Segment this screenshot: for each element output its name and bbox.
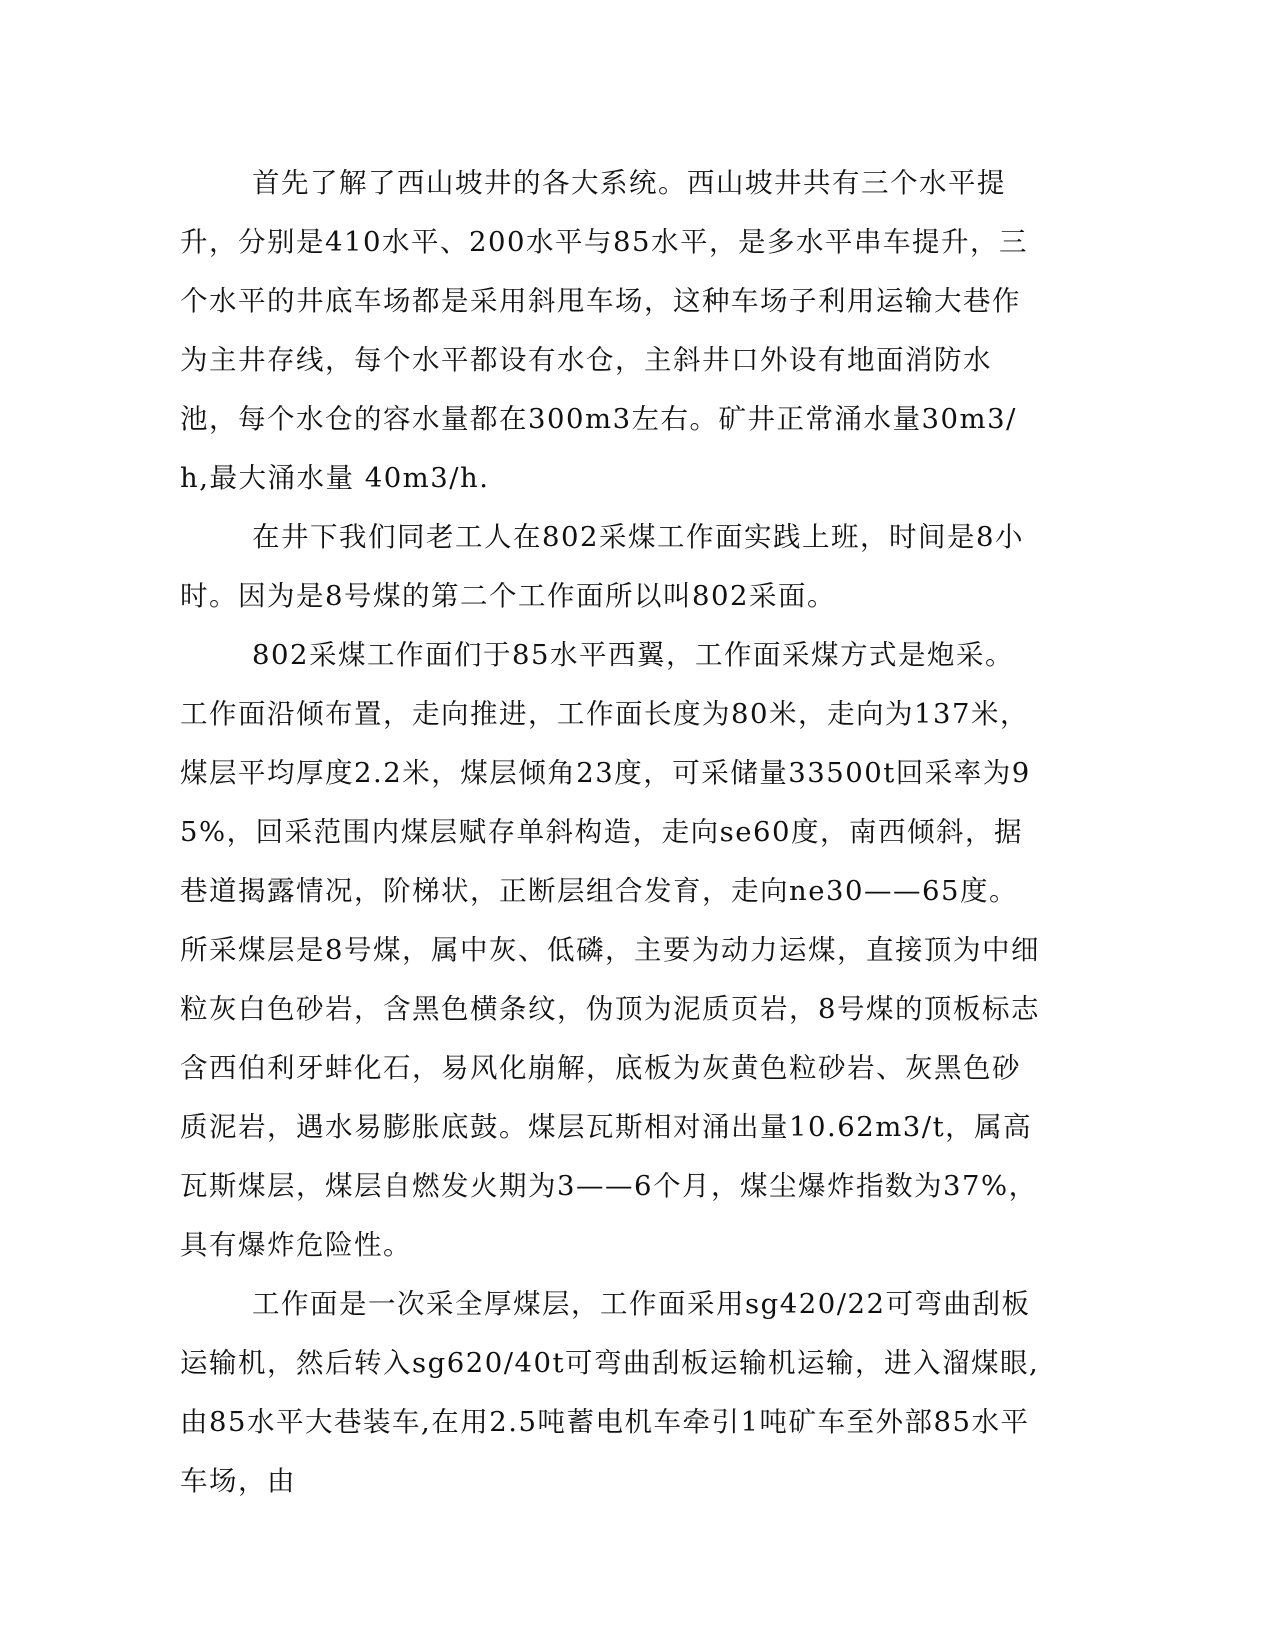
paragraph-work-shift: 在井下我们同老工人在802采煤工作面实践上班，时间是8小时。因为是8号煤的第二个工作面所以叫802采面。 xyxy=(180,521,1024,612)
paragraph-coal-transport: 工作面是一次采全厚煤层，工作面采用sg420/22可弯曲刮板运输机，然后转入sg620/40t可弯曲刮板运输机运输，进入溜煤眼,由85水平大巷装车,在用2.5吨蓄电机车牵引1吨矿车至外部85水平车场，由 xyxy=(180,1288,1040,1497)
paragraph-working-face-geology: 802采煤工作面们于85水平西翼，工作面采煤方式是炮采。工作面沿倾布置，走向推进，工作面长度为80米，走向为137米，煤层平均厚度2.2米，煤层倾角23度，可采储量33500t回采率为95%，回采范围内煤层赋存单斜构造，走向se60度，南西倾斜，据巷道揭露情况，阶梯状，正断层组合发育，走向ne30——65度。所采煤层是8号煤，属中灰、低磷，主要为动力运煤，直接顶为中细粒灰白色砂岩，含黑色横条纹，伪顶为泥质页岩，8号煤的顶板标志含西伯利牙蚌化石，易风化崩解，底板为灰黄色粒砂岩、灰黑色砂质泥岩，遇水易膨胀底鼓。煤层瓦斯相对涌出量10.62m3/t，属高瓦斯煤层，煤层自燃发火期为3——6个月，煤尘爆炸指数为37%，具有爆炸危险性。 xyxy=(180,639,1040,1261)
body-text xyxy=(180,154,1040,1511)
paragraph-shaft-systems: 首先了解了西山坡井的各大系统。西山坡井共有三个水平提升，分别是410水平、200水平与85水平，是多水平串车提升，三个水平的井底车场都是采用斜甩车场，这种车场子利用运输大巷作为主井存线，每个水平都设有水仓，主斜井口外设有地面消防水池，每个水仓的容水量都在300m3左右。矿井正常涌水量30m3/h,最大涌水量 40m3/h. xyxy=(180,167,1028,494)
